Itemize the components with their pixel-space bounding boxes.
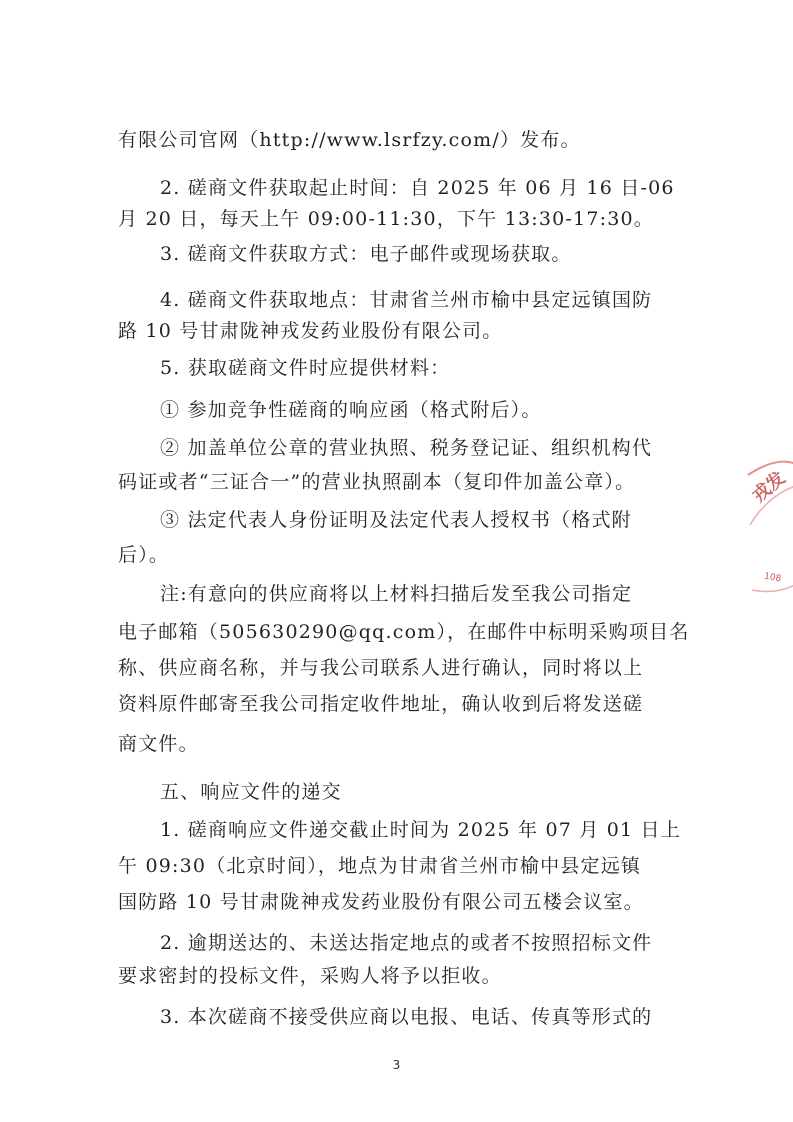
text-line: 2. 逾期送达的、未送达指定地点的或者不按照招标文件 (160, 932, 653, 954)
text-line: 4. 磋商文件获取地点：甘肃省兰州市榆中县定远镇国防 (160, 289, 653, 311)
text-line: 月 20 日，每天上午 09:00-11:30，下午 13:30-17:30。 (118, 208, 654, 230)
text-line: 注:有意向的供应商将以上材料扫描后发至我公司指定 (160, 583, 633, 605)
text-line: 3. 本次磋商不接受供应商以电报、电话、传真等形式的 (160, 1006, 653, 1028)
text-line: 要求密封的投标文件，采购人将予以拒收。 (118, 965, 502, 987)
text-line: 称、供应商名称，并与我公司联系人进行确认，同时将以上 (118, 657, 644, 679)
text-line: ① 参加竞争性磋商的响应函（格式附后）。 (160, 399, 542, 421)
text-line: 商文件。 (118, 733, 199, 755)
text-line: 5. 获取磋商文件时应提供材料： (160, 357, 451, 379)
seal-number: 108 (763, 571, 782, 585)
text-line: 资料原件邮寄至我公司指定收件地址，确认收到后将发送磋 (118, 693, 644, 715)
text-line: 2. 磋商文件获取起止时间：自 2025 年 06 月 16 日-06 (160, 177, 675, 199)
company-seal-fragment (738, 455, 793, 605)
seal-text: 戎发 (748, 467, 790, 507)
text-line: 码证或者“三证合一”的营业执照副本（复印件加盖公章）。 (118, 471, 636, 493)
text-line: 有限公司官网（http://www.lsrfzy.com/）发布。 (118, 129, 581, 151)
text-line: 后）。 (118, 544, 170, 566)
text-line: ② 加盖单位公章的营业执照、税务登记证、组织机构代 (160, 437, 653, 459)
text-line: 电子邮箱（505630290@qq.com），在邮件中标明采购项目名 (118, 621, 690, 643)
text-line: 路 10 号甘肃陇神戎发药业股份有限公司。 (118, 320, 503, 342)
page-number: 3 (392, 1058, 401, 1072)
text-line: 1. 磋商响应文件递交截止时间为 2025 年 07 月 01 日上 (160, 819, 681, 841)
text-line: 3. 磋商文件获取方式：电子邮件或现场获取。 (160, 243, 572, 265)
text-line: ③ 法定代表人身份证明及法定代表人授权书（格式附 (160, 509, 632, 531)
section-heading: 五、响应文件的递交 (160, 781, 342, 803)
text-line: 国防路 10 号甘肃陇神戎发药业股份有限公司五楼会议室。 (118, 891, 644, 913)
text-line: 午 09:30（北京时间），地点为甘肃省兰州市榆中县定远镇 (118, 855, 642, 877)
